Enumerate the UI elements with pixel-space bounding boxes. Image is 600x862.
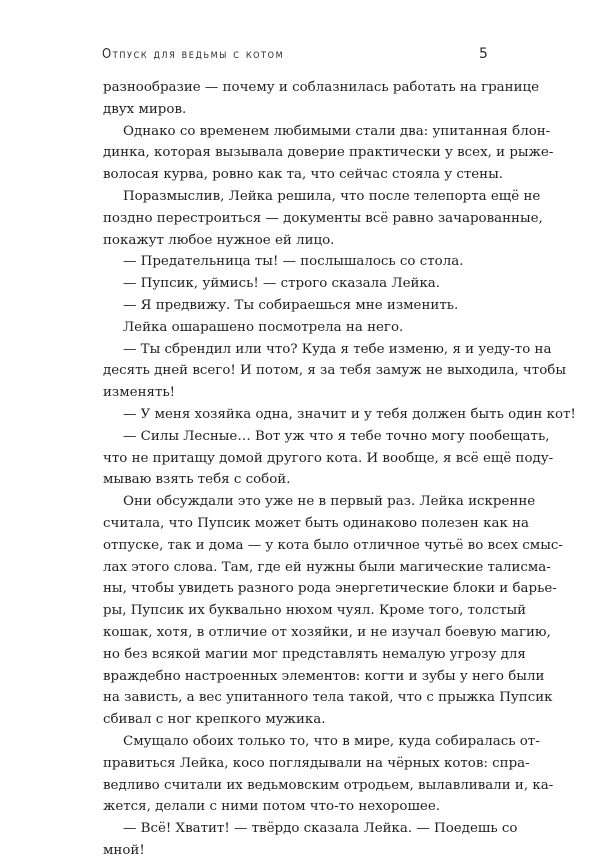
- text-line: — Предательница ты! — послышалось со стола.: [123, 254, 464, 270]
- text-line: поздно перестроиться — документы всё равно зачарованные,: [103, 210, 543, 226]
- text-line: сбивал с ног крепкого мужика.: [103, 712, 326, 728]
- text-line: что не притащу домой другого кота. И вообще, я всё ещё поду-: [103, 450, 554, 466]
- text-line: двух миров.: [103, 101, 187, 117]
- text-line: разнообразие — почему и соблазнилась работать на границе: [103, 80, 540, 95]
- text-line: волосая курва, ровно как та, что сейчас стояла у стены.: [103, 167, 503, 183]
- text-line: Поразмыслив, Лейка решила, что после телепорта ещё не: [123, 188, 541, 204]
- text-line: Лейка ошарашено посмотрела на него.: [123, 319, 404, 335]
- text-line: мной!: [103, 842, 145, 858]
- text-line: — У меня хозяйка одна, значит и у тебя должен быть один кот!: [123, 406, 576, 422]
- page-number: 5: [479, 46, 488, 62]
- text-line: враждебно настроенных элементов: когти и зубы у него были: [103, 668, 545, 684]
- text-line: ры, Пупсик их буквально нюхом чуял. Кроме того, толстый: [103, 603, 527, 619]
- text-line: правиться Лейка, косо поглядывали на чёрных котов: спра-: [103, 755, 530, 771]
- text-line: динка, которая вызывала доверие практически у всех, и рыже-: [103, 145, 554, 161]
- text-line: ведливо считали их ведьмовским отродьем, вылавливали и, ка-: [103, 777, 554, 793]
- text-line: — Пупсик, уймись! — строго сказала Лейка.: [123, 276, 441, 292]
- page-body-text: [103, 77, 576, 862]
- text-line: но без всякой магии мог представлять немалую угрозу для: [103, 646, 526, 662]
- text-line: жется, делали с ними потом что-то нехорошее.: [103, 799, 441, 815]
- text-line: покажут любое нужное ей лицо.: [103, 232, 335, 248]
- text-line: мываю взять тебя с собой.: [103, 472, 291, 488]
- text-line: считала, что Пупсик может быть одинаково полезен как на: [103, 515, 529, 531]
- text-line: на зависть, а вес упитанного тела такой, что с прыжка Пупсик: [103, 690, 553, 706]
- text-line: — Я предвижу. Ты собираешься мне изменить.: [123, 297, 459, 313]
- text-line: — Ты сбрендил или что? Куда я тебе изменю, я и уеду-то на: [123, 341, 552, 357]
- text-line: отпуске, так и дома — у кота было отличное чутьё во всех смыс-: [103, 537, 563, 553]
- text-line: Смущало обоих только то, что в мире, куда собиралась от-: [123, 733, 540, 749]
- text-line: — Всё! Хватит! — твёрдо сказала Лейка. — Поедешь со: [123, 821, 518, 837]
- text-line: Однако со временем любимыми стали два: упитанная блон-: [123, 123, 551, 139]
- text-line: ны, чтобы увидеть разного рода энергетические блоки и барье-: [103, 581, 557, 597]
- text-line: — Силы Лесные… Вот уж что я тебе точно могу пообещать,: [123, 428, 550, 444]
- text-line: Они обсуждали это уже не в первый раз. Лейка искренне: [123, 494, 536, 510]
- text-line: кошак, хотя, в отличие от хозяйки, и не изучал боевую магию,: [103, 624, 551, 640]
- running-head-title: Отпуск для ведьмы с котом: [102, 47, 285, 62]
- text-line: лах этого слова. Там, где ей нужны были магические талисма-: [103, 559, 551, 575]
- text-line: десять дней всего! И потом, я за тебя замуж не выходила, чтобы: [103, 363, 566, 379]
- text-line: изменять!: [103, 385, 176, 401]
